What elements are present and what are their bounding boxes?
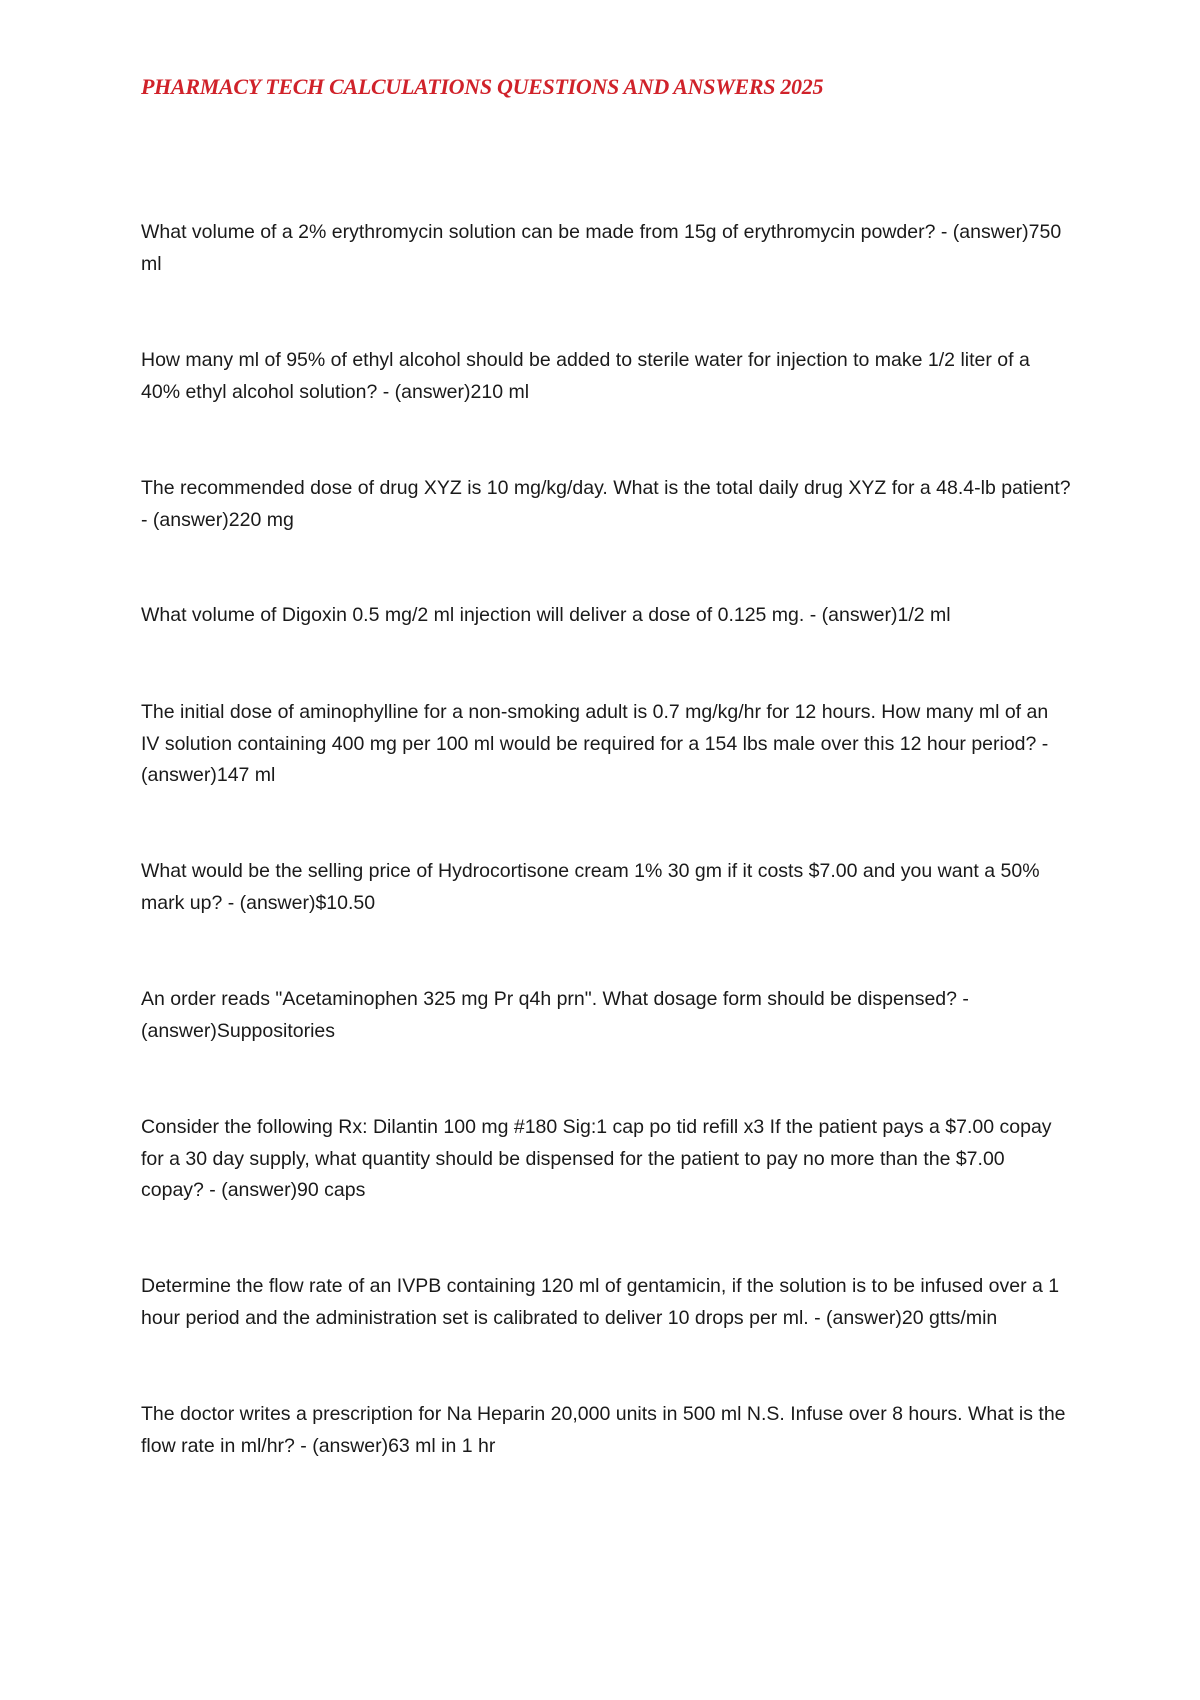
question-answer-9: Determine the flow rate of an IVPB containing 120 ml of gentamicin, if the solution is to be infused over a 1 hour period and the administration set is calibrated to deliver 10 drops per ml. - (answer)20 gtts/min xyxy=(141,1275,1060,1329)
question-answer-4: What volume of Digoxin 0.5 mg/2 ml injection will deliver a dose of 0.125 mg. - (answer)1/2 ml xyxy=(141,604,951,626)
document-title: PHARMACY TECH CALCULATIONS QUESTIONS AND ANSWERS 2025 xyxy=(141,74,824,99)
question-answer-10: The doctor writes a prescription for Na Heparin 20,000 units in 500 ml N.S. Infuse over 8 hours. What is the flow rate in ml/hr? - (answer)63 ml in 1 hr xyxy=(141,1403,1066,1457)
question-answer-6: What would be the selling price of Hydrocortisone cream 1% 30 gm if it costs $7.00 and you want a 50% mark up? - (answer)$10.50 xyxy=(141,860,1040,914)
question-answer-2: How many ml of 95% of ethyl alcohol should be added to sterile water for injection to make 1/2 liter of a 40% ethyl alcohol solution? - (answer)210 ml xyxy=(141,349,1030,403)
question-answer-3: The recommended dose of drug XYZ is 10 mg/kg/day. What is the total daily drug XYZ for a 48.4-lb patient? - (answer)220 mg xyxy=(141,477,1071,531)
question-answer-1: What volume of a 2% erythromycin solution can be made from 15g of erythromycin powder? - (answer)750 ml xyxy=(141,221,1062,275)
question-answer-5: The initial dose of aminophylline for a non-smoking adult is 0.7 mg/kg/hr for 12 hours. How many ml of an IV solution containing 400 mg per 100 ml would be required for a 154 lbs male over this 12 hour period? - (answer)147 ml xyxy=(141,701,1049,786)
question-answer-7: An order reads "Acetaminophen 325 mg Pr q4h prn". What dosage form should be dispensed? - (answer)Suppositories xyxy=(141,988,969,1042)
question-answer-8: Consider the following Rx: Dilantin 100 mg #180 Sig:1 cap po tid refill x3 If the patient pays a $7.00 copay for a 30 day supply, what quantity should be dispensed for the patient to pay no more than the $7.00 copay? - (answer)90 caps xyxy=(141,1116,1052,1201)
